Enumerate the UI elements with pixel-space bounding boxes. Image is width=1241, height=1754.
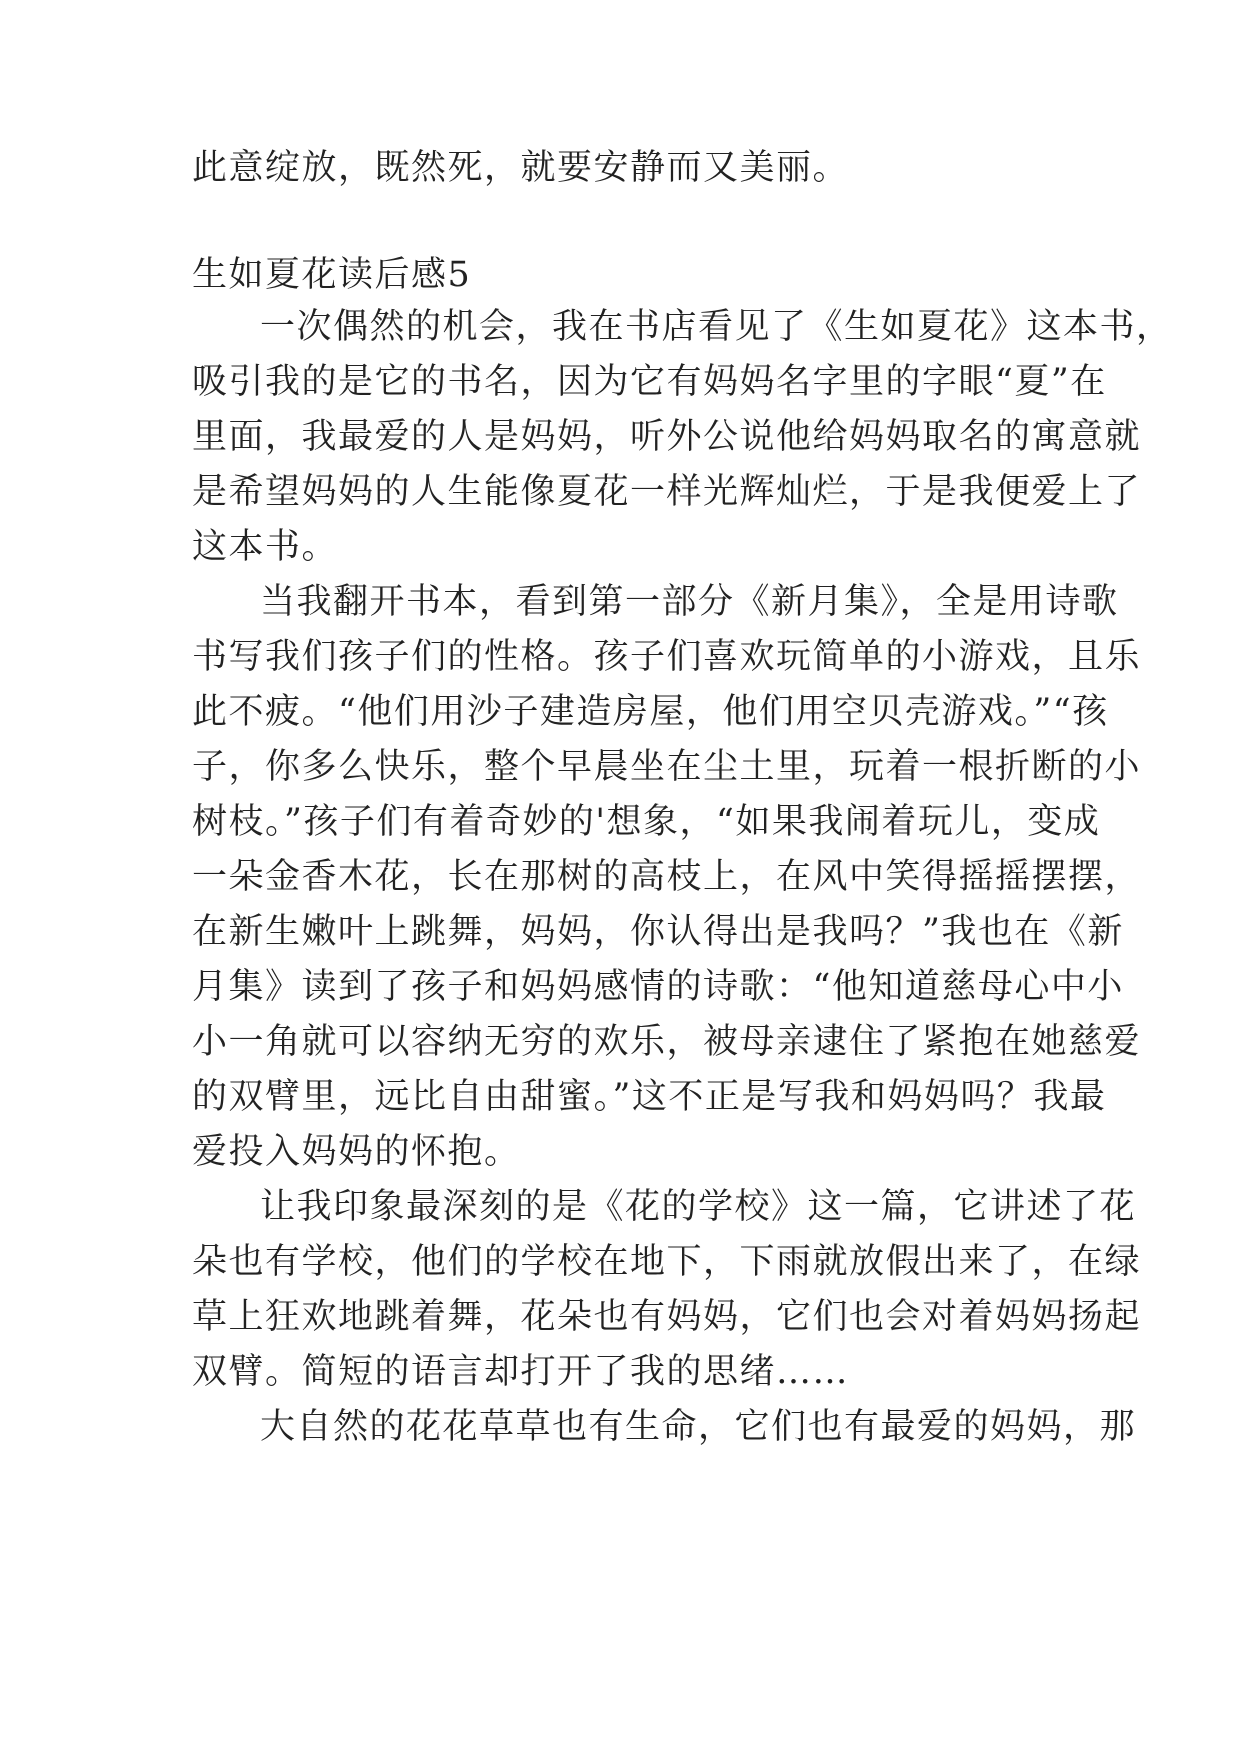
text-line: 草上狂欢地跳着舞，花朵也有妈妈，它们也会对着妈妈扬起 [192, 1297, 1142, 1337]
text-line: 朵也有学校，他们的学校在地下，下雨就放假出来了，在绿 [192, 1242, 1142, 1282]
text-line: 是希望妈妈的人生能像夏花一样光辉灿烂，于是我便爱上了 [192, 472, 1142, 512]
text-line: 此意绽放，既然死，就要安静而又美丽。 [192, 148, 850, 188]
text-line: 此不疲。“他们用沙子建造房屋，他们用空贝壳游戏。”“孩 [192, 692, 1109, 732]
text-line: 书写我们孩子们的性格。孩子们喜欢玩简单的小游戏，且乐 [192, 637, 1142, 677]
text-line: 双臂。简短的语言却打开了我的思绪…… [192, 1352, 850, 1392]
text-line: 大自然的花花草草也有生命，它们也有最爱的妈妈，那 [260, 1407, 1137, 1447]
text-line: 在新生嫩叶上跳舞，妈妈，你认得出是我吗？”我也在《新 [192, 912, 1124, 952]
text-line: 子，你多么快乐，整个早晨坐在尘土里，玩着一根折断的小 [192, 747, 1142, 787]
section-heading: 生如夏花读后感5 [192, 255, 472, 295]
text-line: 一朵金香木花，长在那树的高枝上，在风中笑得摇摇摆摆， [192, 857, 1142, 897]
text-line: 让我印象最深刻的是《花的学校》这一篇，它讲述了花 [260, 1187, 1137, 1227]
text-line: 小一角就可以容纳无穷的欢乐，被母亲逮住了紧抱在她慈爱 [192, 1022, 1142, 1062]
text-line: 吸引我的是它的书名，因为它有妈妈名字里的字眼“夏”在 [192, 362, 1107, 402]
text-line: 一次偶然的机会，我在书店看见了《生如夏花》这本书， [260, 307, 1173, 347]
text-line: 当我翻开书本，看到第一部分《新月集》，全是用诗歌 [260, 582, 1119, 622]
text-line: 的双臂里，远比自由甜蜜。”这不正是写我和妈妈吗？我最 [192, 1077, 1107, 1117]
text-line: 月集》读到了孩子和妈妈感情的诗歌：“他知道慈母心中小 [192, 967, 1124, 1007]
text-line: 里面，我最爱的人是妈妈，听外公说他给妈妈取名的寓意就 [192, 417, 1142, 457]
text-line: 树枝。”孩子们有着奇妙的'想象，“如果我闹着玩儿，变成 [192, 802, 1101, 842]
text-line: 这本书。 [192, 527, 339, 567]
text-line: 爱投入妈妈的怀抱。 [192, 1132, 521, 1172]
